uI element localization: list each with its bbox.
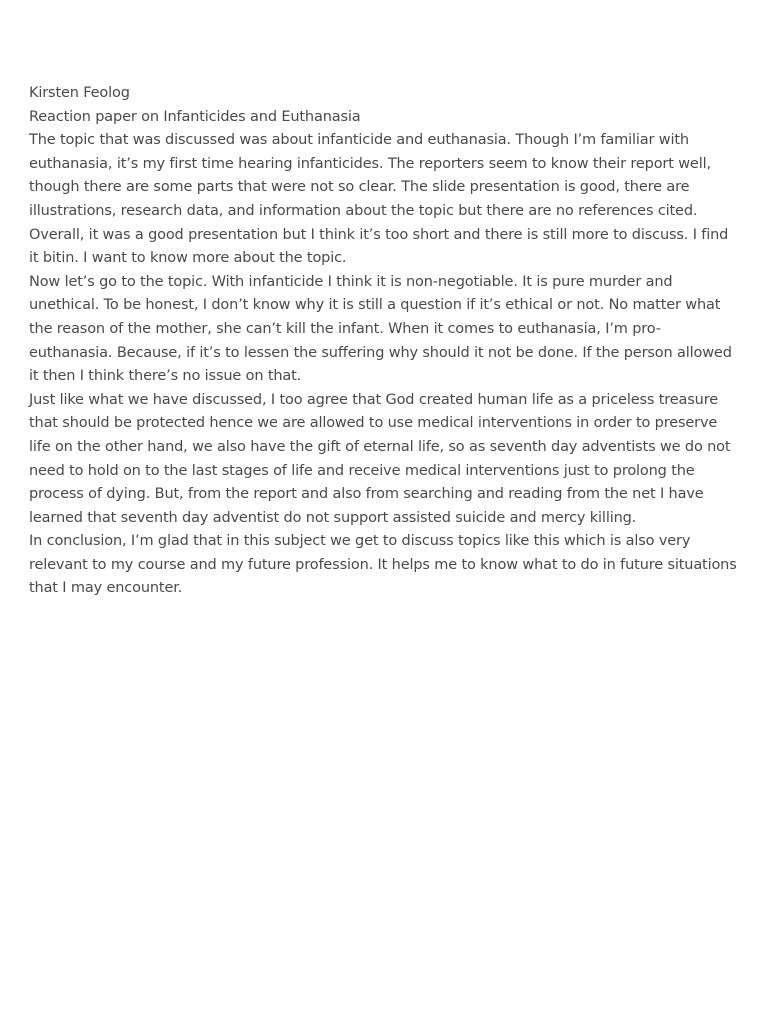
author-name: Kirsten Feolog — [29, 85, 130, 101]
document-body — [29, 82, 741, 601]
paragraph-intro: The topic that was discussed was about infanticide and euthanasia. Though I’m familiar with euthanasia, it’s my first time hearing infanticides. The reporters seem to know their report well, though there are some parts that were not so clear. The slide presentation is good, there are illustrations, research data, and information about the topic but there are no references cited. Overall, it was a good presentation but I think it’s too short and there is still more to discuss. I find it bitin. I want to know more about the topic. — [29, 132, 729, 267]
document-title: Reaction paper on Infanticides and Euthanasia — [29, 108, 361, 125]
paragraph-topic: Now let’s go to the topic. With infanticide I think it is non-negotiable. It is pure murder and unethical. To be honest, I don’t know why it is still a question if it’s ethical or not. No matter what the reason of the mother, she can’t kill the infant. When it comes to euthanasia, I’m pro-euthanasia. Because, if it’s to lessen the suffering why should it not be done. If the person allowed it then I think there’s no issue on that. — [29, 273, 732, 385]
paragraph-conclusion: In conclusion, I’m glad that in this subject we get to discuss topics like this which is also very relevant to my course and my future profession. It helps me to know what to do in future situations that I may encounter. — [29, 533, 737, 597]
paragraph-adventist-view: Just like what we have discussed, I too agree that God created human life as a priceless treasure that should be protected hence we are allowed to use medical interventions in order to preserve life on the other hand, we also have the gift of eternal life, so as seventh day adventists we do not need to hold on to the last stages of life and receive medical interventions just to prolong the process of dying. But, from the report and also from searching and reading from the net I have learned that seventh day adventist do not support assisted suicide and mercy killing. — [29, 391, 731, 526]
